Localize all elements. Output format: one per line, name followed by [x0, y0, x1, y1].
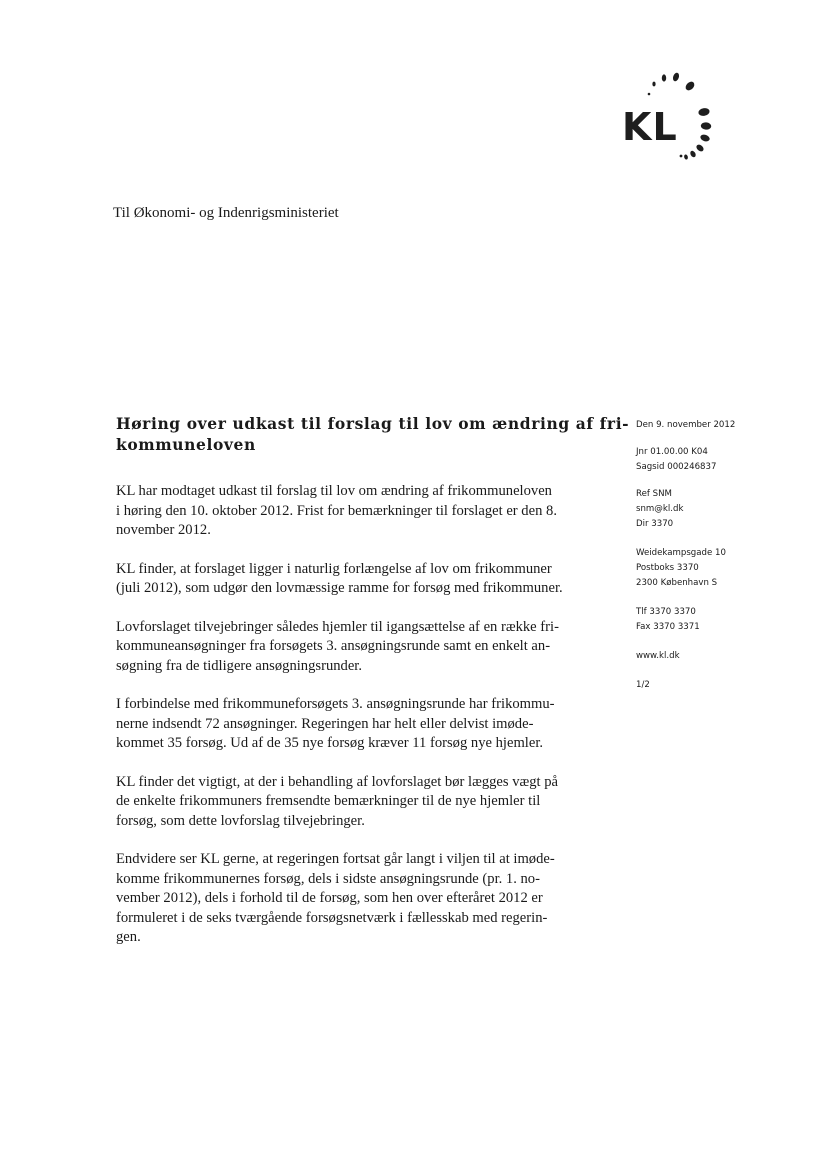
postbox: Postboks 3370 — [636, 563, 699, 573]
paragraph-line: I forbindelse med frikommuneforsøgets 3. ansøgningsrunde har frikommu- — [116, 696, 555, 712]
page-number: 1/2 — [636, 680, 650, 690]
logo-text: KL — [622, 105, 678, 149]
case-id: Sagsid 000246837 — [636, 462, 717, 472]
body-paragraph — [116, 560, 606, 599]
body-paragraph — [116, 695, 606, 754]
heading-line: kommuneloven — [116, 435, 256, 454]
paragraph-line: KL har modtaget udkast til forslag til lov om ændring af frikommuneloven — [116, 483, 552, 499]
paragraph-line: KL finder det vigtigt, at der i behandling af lovforslaget bør lægges vægt på — [116, 773, 559, 790]
city-line: 2300 København S — [636, 578, 718, 588]
body-paragraph — [116, 482, 606, 541]
street-address: Weidekampsgade 10 — [636, 548, 726, 558]
paragraph-line: gen. — [116, 929, 141, 945]
paragraph-line: (juli 2012), som udgør den lovmæssige ramme for forsøg med frikommuner. — [116, 580, 563, 596]
sender-sidebar — [636, 418, 806, 693]
phone-number: Tlf 3370 3370 — [636, 607, 696, 617]
fax-number: Fax 3370 3371 — [636, 622, 700, 632]
journal-number: Jnr 01.00.00 K04 — [636, 447, 708, 457]
paragraph-line: forsøg, som dette lovforslag tilvejebringer. — [116, 812, 365, 829]
paragraph-line: nerne indsendt 72 ansøgninger. Regeringen har helt eller delvist imøde- — [116, 715, 534, 732]
body-paragraph — [116, 618, 606, 677]
paragraph-line: Endvidere ser KL gerne, at regeringen fortsat går langt i viljen til at imøde- — [116, 851, 555, 867]
paragraph-line: kommuneansøgninger fra forsøgets 3. ansøgningsrunde samt en enkelt an- — [116, 638, 551, 654]
body-paragraph — [116, 773, 606, 832]
body-paragraph — [116, 850, 606, 948]
letter-body — [116, 482, 606, 967]
direct-phone: Dir 3370 — [636, 519, 674, 529]
reference: Ref SNM — [636, 489, 672, 499]
heading-line: Høring over udkast til forslag til lov om ændring af fri- — [116, 414, 630, 433]
paragraph-line: november 2012. — [116, 522, 211, 538]
paragraph-line: kommet 35 forsøg. Ud af de 35 nye forsøg kræver 11 forsøg nye hjemler. — [116, 735, 544, 751]
paragraph-line: komme frikommunernes forsøg, dels i sidste ansøgningsrunde (pr. 1. no- — [116, 870, 540, 887]
paragraph-line: vember 2012), dels i forhold til de forsøg, som hen over efteråret 2012 er — [116, 890, 543, 906]
website: www.kl.dk — [636, 651, 680, 661]
paragraph-line: søgning fra de tidligere ansøgningsrunder. — [116, 657, 363, 674]
paragraph-line: KL finder, at forslaget ligger i naturlig forlængelse af lov om frikommuner — [116, 560, 552, 577]
recipient-line: Til Økonomi- og Indenrigsministeriet — [113, 205, 339, 221]
paragraph-line: Lovforslaget tilvejebringer således hjemler til igangsættelse af en række fri- — [116, 618, 559, 635]
paragraph-line: i høring den 10. oktober 2012. Frist for bemærkninger til forslaget er den 8. — [116, 502, 557, 519]
kl-logo — [612, 68, 724, 168]
letter-date: Den 9. november 2012 — [636, 420, 736, 430]
letter-heading — [116, 413, 630, 455]
email-address: snm@kl.dk — [636, 504, 684, 514]
paragraph-line: formuleret i de seks tværgående forsøgsnetværk i fællesskab med regerin- — [116, 909, 548, 926]
paragraph-line: de enkelte frikommuners fremsendte bemærkninger til de nye hjemler til — [116, 793, 541, 809]
